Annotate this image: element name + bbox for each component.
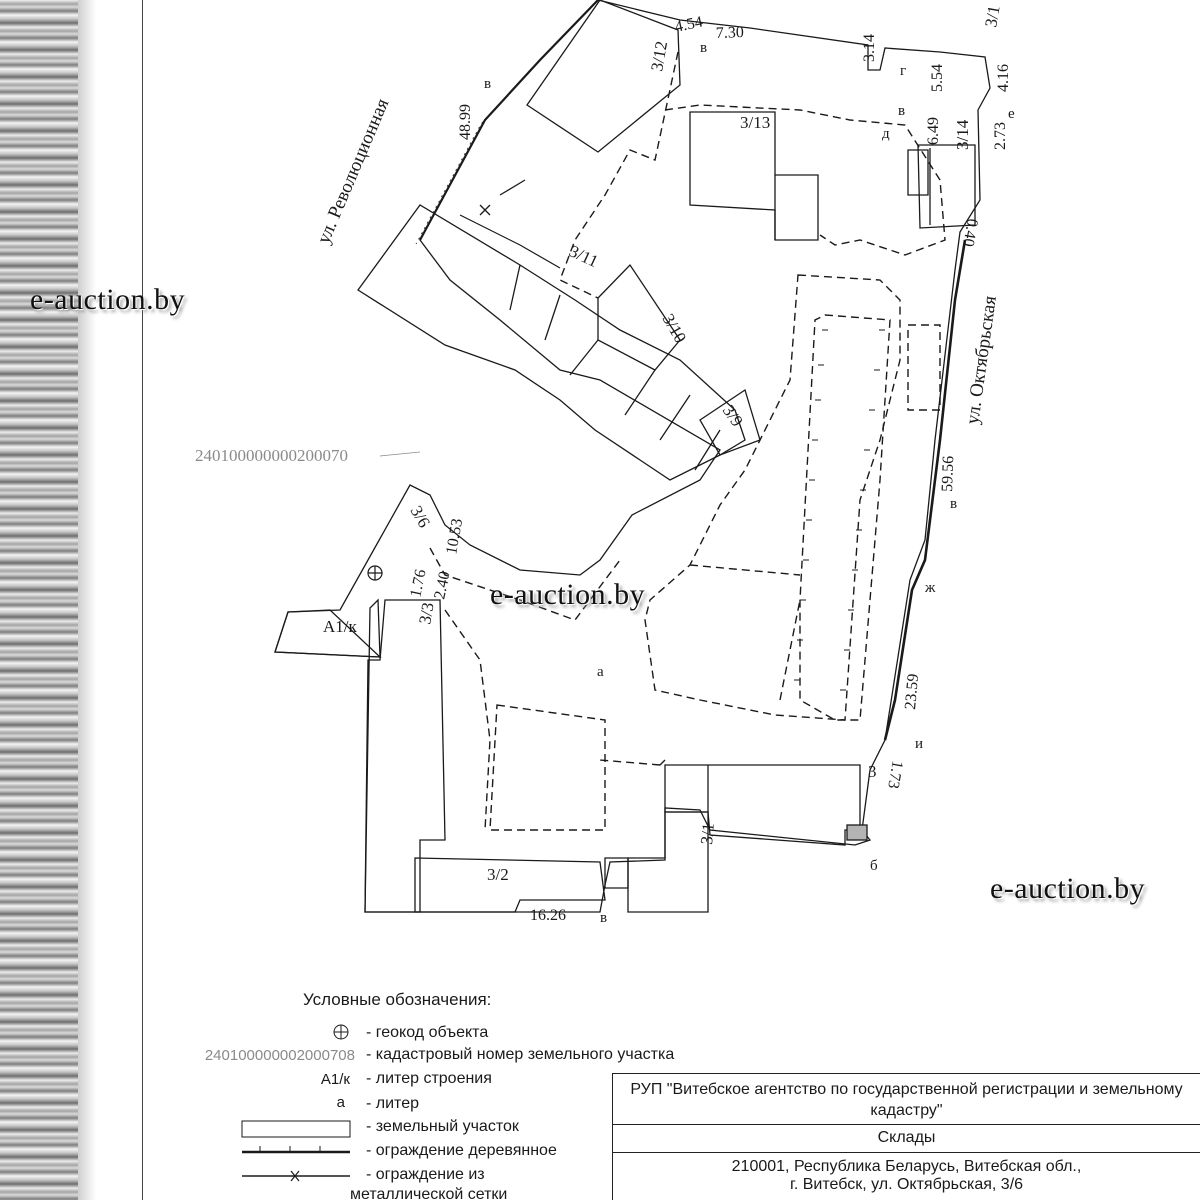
measure-23-59: 23.59 [902,673,923,711]
label-3-10: 3/10 [658,310,691,347]
label-3-2: 3/2 [487,865,509,884]
letter-v-5: в [600,910,608,926]
label-3-3: 3/3 [415,600,438,626]
measure-7-30: 7.30 [715,24,745,42]
title-block-address-2: г. Витебск, ул. Октябрьская, 3/6 [789,1176,1024,1193]
label-3-13: 3/13 [740,113,771,132]
legend-litera-building: - литер строения [366,1070,492,1087]
measure-1-76: 1.76 [407,567,430,599]
measure-16-26: 16.26 [530,907,566,924]
legend-litera-sample: A1/к [320,1071,350,1088]
label-3-11: 3/11 [566,241,602,272]
building-labels [323,4,1004,884]
legend-title: Условные обозначения: [303,990,492,1009]
legend-litera: - литер [366,1095,419,1112]
building-3-11-block [358,205,745,480]
building-3-14 [908,145,975,228]
geocode-marker [368,566,382,580]
legend-litera-a-sample: а [336,1094,345,1111]
building-3-1-lower [665,765,860,845]
building-b-shaded [847,825,867,840]
plan-cadastral-number: 240100000000200070 [195,446,348,465]
title-block-org: РУП "Витебское агентство по государственной регистрации и земельному кадастру" [630,1081,1183,1119]
building-3-12 [527,0,680,152]
legend-land-plot: - земельный участок [366,1118,519,1135]
building-3-1-left [628,812,708,912]
letter-v-1: в [484,76,492,92]
letter-g: г [900,63,907,79]
measure-3-14: 3.14 [861,34,878,62]
measure-1-73: 1.73 [884,759,906,790]
building-small-sq [605,858,628,888]
label-3-9: 3/9 [718,401,747,431]
letter-e: е [1008,106,1015,122]
letter-i: и [915,736,924,752]
letter-v-2: в [700,40,708,56]
letter-b: б [870,858,878,874]
title-block [612,1073,1200,1200]
measure-6-49: 6.49 [925,117,942,145]
rib-marks [794,330,885,690]
letter-v-3: в [898,103,906,119]
legend-fence-wood: - ограждение деревянное [366,1142,557,1159]
label-3-6: 3/6 [406,502,434,531]
label-a1k: A1/к [323,617,357,636]
measure-48-99: 48.99 [457,104,474,140]
fence-mesh [460,215,560,268]
building-3-2 [415,858,605,912]
measure-4-54: 4.54 [673,13,705,36]
watermark-2: e-auction.by [490,578,646,611]
legend-cadastral-sample: 240100000002000708 [204,1047,355,1064]
dashed-zones [430,52,945,830]
letter-v-4: в [950,496,958,512]
street-label-october: ул. Октябрьская [962,294,1001,426]
measure-2-40: 2.40 [431,569,454,601]
letter-zh: ж [925,580,936,596]
letter-a: а [597,664,604,680]
legend-fence-mesh-2: металлической сетки [350,1186,508,1203]
street-label-revolutionary: ул. Революционная [313,95,394,247]
measure-10-53: 10.53 [443,517,467,556]
mesh-cross [480,180,525,215]
title-block-object: Склады [613,1124,1200,1152]
label-3-15: 3/1 [981,3,1004,29]
measure-4-16: 4.16 [995,64,1012,92]
title-block-address-1: 210001, Республика Беларусь, Витебская обл., [613,1152,1200,1177]
watermark-1: e-auction.by [30,283,186,316]
legend-land-plot-icon [242,1121,350,1137]
fence-revolutionary-ticks [416,4,594,244]
measure-2-73: 2.73 [992,122,1009,150]
label-3-12: 3/12 [647,39,672,73]
building-3-3 [365,600,445,912]
cadastral-leader [380,452,420,456]
label-3-14: 3/14 [953,119,972,150]
label-3: 3 [868,762,877,781]
measure-0-40: 0.40 [959,217,981,248]
label-3-1: 3/1 [697,822,718,846]
measure-5-54: 5.54 [929,64,946,92]
legend-cadastral: - кадастровый номер земельного участка [366,1046,675,1063]
letter-d: д [882,126,890,142]
legend-geocode: - геокод объекта [366,1024,489,1041]
legend-fence-mesh: - ограждение из [366,1166,485,1183]
measure-59-56: 59.56 [939,455,958,493]
fence-revolutionary [420,0,598,240]
watermark-3: e-auction.by [990,872,1146,905]
